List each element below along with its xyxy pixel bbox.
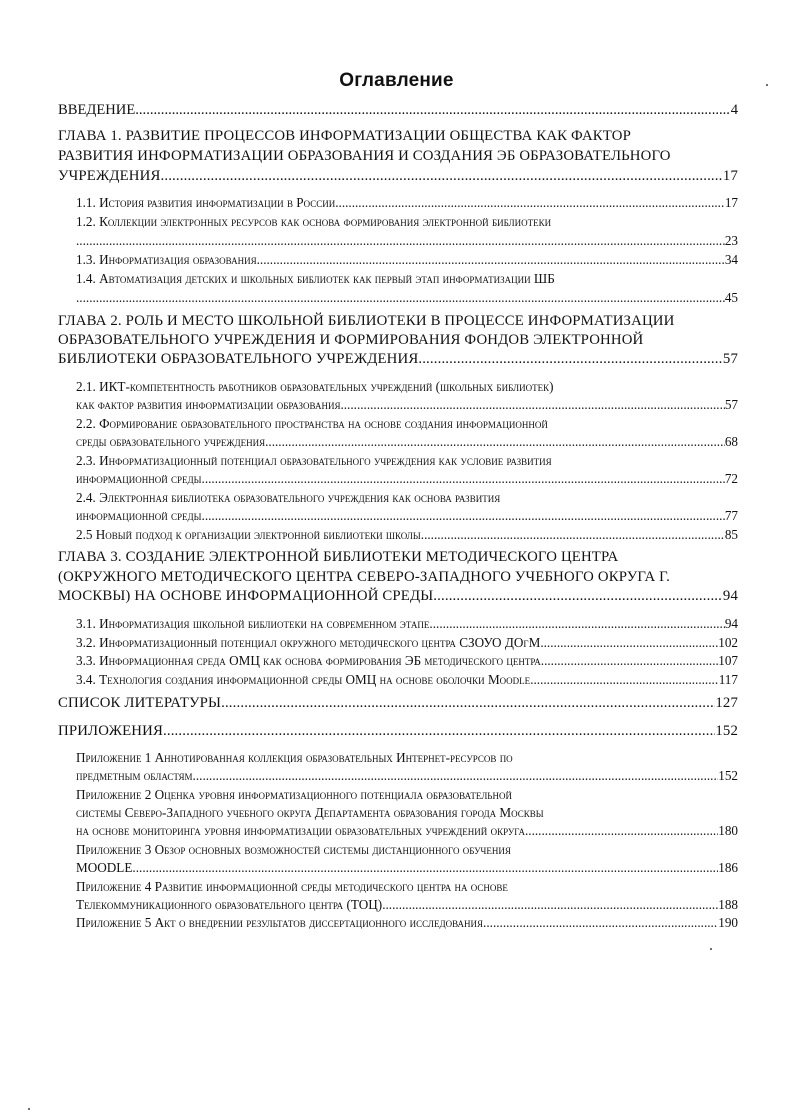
- toc-page-number: 186: [718, 860, 738, 875]
- toc-page-number: 107: [718, 653, 738, 668]
- toc-leader-dots: [257, 250, 725, 269]
- toc-leader-dots: [483, 913, 718, 932]
- toc-bibliography[interactable]: [58, 694, 738, 713]
- toc-leader-dots: [335, 193, 725, 212]
- toc-leader-dots: [530, 670, 719, 689]
- toc-leader-dots: [132, 858, 718, 877]
- toc-leader-dots: [340, 395, 724, 414]
- toc-chapter-1-line-2[interactable]: РАЗВИТИЯ ИНФОРМАТИЗАЦИИ ОБРАЗОВАНИЯ И СОЗДАНИЯ ЭБ ОБРАЗОВАТЕЛЬНОГО: [58, 148, 671, 164]
- toc-section-2-2-line-1[interactable]: 2.2. Формирование образовательного пространства на основе создания информационной: [76, 416, 548, 431]
- toc-chapter-3-line-1[interactable]: ГЛАВА 3. СОЗДАНИЕ ЭЛЕКТРОННОЙ БИБЛИОТЕКИ МЕТОДИЧЕСКОГО ЦЕНТРА: [58, 549, 619, 565]
- toc-leader-dots: [418, 350, 723, 369]
- toc-entry-title: 1.3. Информатизация образования: [76, 252, 257, 267]
- toc-appendix-3-line-1[interactable]: Приложение 3 Обзор основных возможностей системы дистанционного обучения: [76, 842, 511, 857]
- toc-entry-title: 3.4. Технология создания информационной среды ОМЦ на основе оболочки Moodle: [76, 672, 531, 687]
- toc-page-number: 72: [724, 471, 738, 486]
- toc-appendix-1-line-1[interactable]: Приложение 1 Аннотированная коллекция образовательных Интернет-ресурсов по: [76, 750, 513, 765]
- toc-leader-dots: [76, 231, 725, 250]
- toc-page-number: 94: [722, 588, 738, 604]
- toc-page-number: 180: [718, 823, 738, 838]
- toc-section-1-4-line-2[interactable]: [76, 288, 738, 307]
- toc-section-2-1-line-2[interactable]: [76, 395, 738, 414]
- toc-entry-title: на основе мониторинга уровня информатизации образовательных учреждений округа: [76, 823, 525, 838]
- toc-leader-dots: [541, 651, 718, 670]
- toc-leader-dots: [382, 895, 718, 914]
- toc-page-number: 127: [715, 695, 738, 711]
- toc-entry-title: как фактор развития информатизации образования: [76, 397, 341, 412]
- toc-entry-title: МОСКВЫ) НА ОСНОВЕ ИНФОРМАЦИОННОЙ СРЕДЫ: [58, 588, 434, 604]
- toc-entry-title: информационной среды: [76, 471, 202, 486]
- toc-page-number: 57: [724, 397, 738, 412]
- toc-entry-title: MOODLE: [76, 860, 133, 875]
- toc-entry-title: УЧРЕЖДЕНИЯ: [58, 168, 161, 184]
- toc-entry-title: 2.5 Новый подход к организации электронной библиотеки школы: [76, 527, 421, 542]
- toc-appendix-2-line-2[interactable]: системы Северо-Западного учебного округа Департамента образования города Москвы: [76, 805, 544, 820]
- toc-chapter-2-line-3[interactable]: [58, 350, 738, 369]
- toc-page-number: 77: [724, 508, 738, 523]
- toc-section-1-4-line-1[interactable]: 1.4. Автоматизация детских и школьных библиотек как первый этап информатизации ШБ: [76, 271, 555, 286]
- toc-section-1-3[interactable]: [76, 250, 738, 269]
- toc-section-2-4-line-2[interactable]: [76, 506, 738, 525]
- toc-section-2-5[interactable]: [76, 525, 738, 544]
- toc-leader-dots: [202, 469, 725, 488]
- toc-leader-dots: [265, 432, 725, 451]
- toc-entry-title: 3.1. Информатизация школьной библиотеки на современном этапе: [76, 616, 430, 631]
- toc-leader-dots: [433, 587, 723, 606]
- toc-page-number: 152: [718, 768, 738, 783]
- toc-entry-title: Приложение 5 Акт о внедрении результатов диссертационного исследования: [76, 915, 484, 930]
- toc-entry-title: БИБЛИОТЕКИ ОБРАЗОВАТЕЛЬНОГО УЧРЕЖДЕНИЯ: [58, 351, 419, 367]
- toc-appendix-3-line-2[interactable]: [76, 858, 738, 877]
- scan-speck: [766, 84, 768, 86]
- toc-appendix-2-line-3[interactable]: [76, 821, 738, 840]
- toc-leader-dots: [196, 766, 718, 785]
- toc-page-number: 85: [724, 527, 738, 542]
- toc-leader-dots: [163, 722, 715, 741]
- toc-section-1-2-line-2[interactable]: [76, 231, 738, 250]
- toc-page-number: 188: [718, 897, 738, 912]
- toc-entry-title: среды образовательного учреждения: [76, 434, 266, 449]
- toc-leader-dots: [202, 506, 725, 525]
- toc-page-number: 4: [730, 102, 738, 118]
- toc-leader-dots: [135, 101, 730, 120]
- toc-appendices[interactable]: [58, 722, 738, 741]
- toc-section-3-4[interactable]: [76, 670, 738, 689]
- toc-section-1-2-line-1[interactable]: 1.2. Коллекции электронных ресурсов как основа формирования электронной библиотеки: [76, 214, 552, 229]
- toc-page-number: 190: [718, 915, 738, 930]
- toc-page-number: 117: [718, 672, 738, 687]
- toc-section-3-1[interactable]: [76, 614, 738, 633]
- scan-speck: [28, 1108, 30, 1110]
- toc-section-2-2-line-2[interactable]: [76, 432, 738, 451]
- toc-page-number: 34: [724, 252, 738, 267]
- toc-chapter-1-line-1[interactable]: ГЛАВА 1. РАЗВИТИЕ ПРОЦЕССОВ ИНФОРМАТИЗАЦИИ ОБЩЕСТВА КАК ФАКТОР: [58, 128, 632, 144]
- toc-leader-dots: [421, 525, 725, 544]
- toc-section-2-4-line-1[interactable]: 2.4. Электронная библиотека образовательного учреждения как основа развития: [76, 490, 501, 505]
- toc-entry-title: информационной среды: [76, 508, 202, 523]
- toc-entry-title: Телекоммуникационного образовательного центра (ТОЦ): [76, 897, 383, 912]
- toc-leader-dots: [540, 633, 718, 652]
- toc-page-number: 45: [724, 290, 738, 305]
- toc-appendix-4-line-1[interactable]: Приложение 4 Развитие информационной среды методического центра на основе: [76, 879, 508, 894]
- toc-chapter-3-line-2[interactable]: (ОКРУЖНОГО МЕТОДИЧЕСКОГО ЦЕНТРА СЕВЕРО-ЗАПАДНОГО УЧЕБНОГО ОКРУГА Г.: [58, 569, 671, 585]
- toc-page-number: 102: [718, 635, 738, 650]
- toc-page-number: 17: [722, 168, 738, 184]
- toc-section-2-3-line-2[interactable]: [76, 469, 738, 488]
- toc-appendix-1-line-2[interactable]: [76, 766, 738, 785]
- toc-entry-title: ВВЕДЕНИЕ: [58, 102, 136, 118]
- toc-chapter-1-line-3[interactable]: [58, 167, 738, 186]
- toc-entry-title: СПИСОК ЛИТЕРАТУРЫ: [58, 695, 222, 711]
- toc-page-number: 17: [724, 195, 738, 210]
- toc-appendix-2-line-1[interactable]: Приложение 2 Оценка уровня информатизационного потенциала образовательной: [76, 787, 512, 802]
- toc-entry-title: ПРИЛОЖЕНИЯ: [58, 723, 163, 739]
- toc-page-number: 94: [724, 616, 738, 631]
- toc-entry-title: предметным областям.: [76, 768, 196, 783]
- toc-leader-dots: [161, 167, 723, 186]
- toc-section-3-2[interactable]: [76, 633, 738, 652]
- scan-speck: [710, 948, 712, 950]
- toc-section-2-3-line-1[interactable]: 2.3. Информатизационный потенциал образовательного учреждения как условие развития: [76, 453, 552, 468]
- toc-entry-introduction[interactable]: [58, 101, 738, 120]
- toc-entry-title: 1.1. История развития информатизации в России: [76, 195, 336, 210]
- toc-appendix-4-line-2[interactable]: [76, 895, 738, 914]
- toc-section-3-3[interactable]: [76, 651, 738, 670]
- toc-page-number: 152: [715, 723, 738, 739]
- toc-chapter-2-line-1[interactable]: ГЛАВА 2. РОЛЬ И МЕСТО ШКОЛЬНОЙ БИБЛИОТЕКИ В ПРОЦЕССЕ ИНФОРМАТИЗАЦИИ: [58, 313, 675, 329]
- toc-page-number: 68: [724, 434, 738, 449]
- toc-leader-dots: [221, 694, 715, 713]
- toc-leader-dots: [76, 288, 725, 307]
- toc-chapter-3-line-3[interactable]: [58, 587, 738, 606]
- page-title: Оглавление: [339, 70, 454, 91]
- toc-leader-dots: [429, 614, 724, 633]
- toc-entry-title: 3.2. Информатизационный потенциал окружного методического центра СЗОУО ДОгМ: [76, 635, 541, 650]
- toc-appendix-5[interactable]: [76, 913, 738, 932]
- toc-entry-title: 3.3. Информационная среда ОМЦ как основа формирования ЭБ методического центра: [76, 653, 541, 668]
- toc-section-1-1[interactable]: [76, 193, 738, 212]
- toc-leader-dots: [525, 821, 718, 840]
- toc-page-number: 23: [724, 233, 738, 248]
- toc-section-2-1-line-1[interactable]: 2.1. ИКТ-компетентность работников образовательных учреждений (школьных библиотек): [76, 379, 554, 394]
- toc-chapter-2-line-2[interactable]: ОБРАЗОВАТЕЛЬНОГО УЧРЕЖДЕНИЯ И ФОРМИРОВАНИЯ ФОНДОВ ЭЛЕКТРОННОЙ: [58, 332, 644, 348]
- toc-page-number: 57: [722, 351, 738, 367]
